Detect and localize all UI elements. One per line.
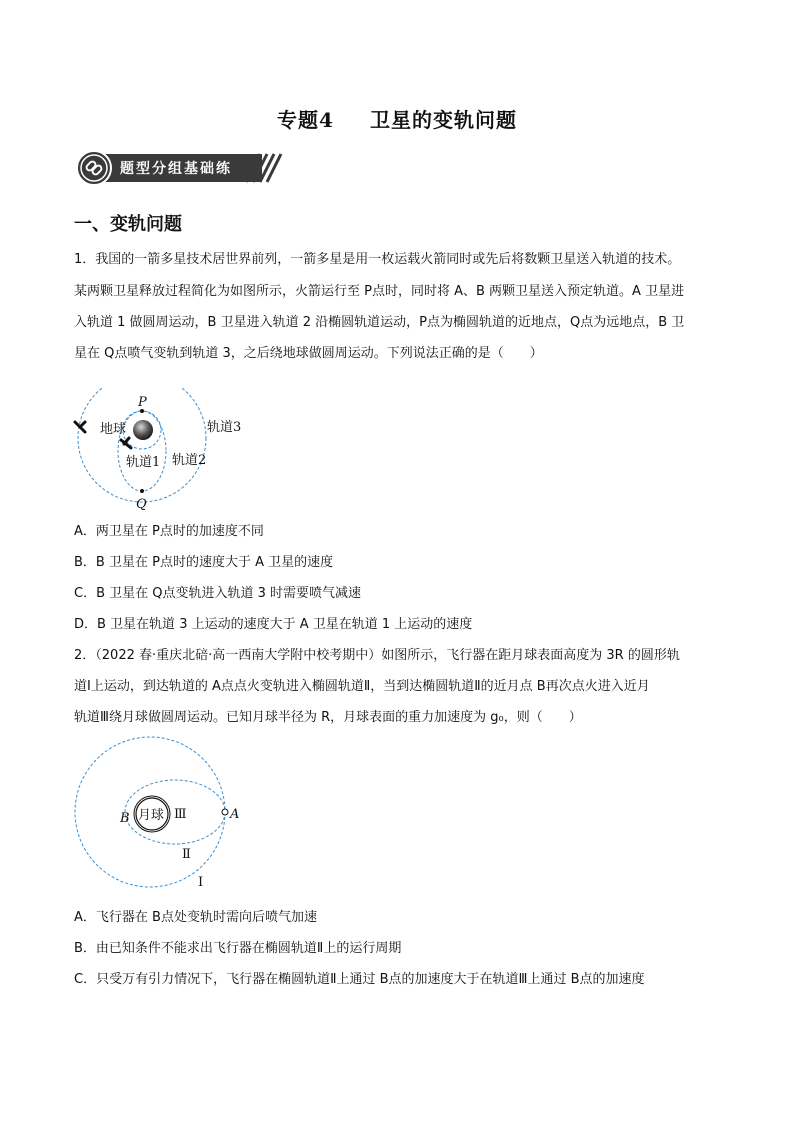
earth-globe (133, 420, 153, 440)
label-q: Q (136, 497, 147, 512)
q1-option-d: D．B 卫星在轨道 3 上运动的速度大于 A 卫星在轨道 1 上运动的速度 (74, 617, 473, 632)
q1-option-a: A．两卫星在 P点时的加速度不同 (74, 524, 264, 539)
banner-label: 题型分组基础练 (120, 161, 232, 177)
label-i: Ⅰ (198, 875, 204, 890)
q2-stem-line-3: 轨道Ⅲ绕月球做圆周运动。已知月球半径为 R，月球表面的重力加速度为 g₀，则（ ） (74, 710, 582, 725)
q2-option-b: B．由已知条件不能求出飞行器在椭圆轨道Ⅱ上的运行周期 (74, 941, 402, 956)
point-a (222, 809, 228, 815)
label-iii: Ⅲ (174, 807, 187, 822)
label-orbit-3: 轨道3 (207, 420, 242, 435)
q2-stem-line-1: 2．（2022 春·重庆北碚·高一西南大学附中校考期中）如图所示，飞行器在距月球表面高度为 3R 的圆形轨 (74, 648, 680, 663)
label-p: P (138, 395, 147, 410)
label-a: A (230, 807, 240, 822)
q1-option-c: C．B 卫星在 Q点变轨进入轨道 3 时需要喷气减速 (74, 586, 362, 601)
title-topic-number: 专题4 (277, 108, 334, 132)
satellite-icon (121, 438, 131, 448)
label-b: B (120, 811, 130, 826)
label-earth: 地球 (100, 422, 127, 437)
section-banner (74, 150, 284, 186)
label-orbit-1: 轨道1 (126, 455, 161, 470)
q1-stem-line-1: 1．我国的一箭多星技术居世界前列，一箭多星是用一枚运载火箭同时或先后将数颗卫星送入轨道的技术。 (74, 252, 681, 267)
section-heading: 一、变轨问题 (74, 214, 182, 235)
q2-option-c: C．只受万有引力情况下，飞行器在椭圆轨道Ⅱ上通过 B点的加速度大于在轨道Ⅲ上通过 B点的加速度 (74, 972, 645, 987)
title-topic-name: 卫星的变轨问题 (369, 108, 517, 132)
q1-orbit-figure (66, 388, 266, 518)
q2-orbit-figure (70, 734, 260, 894)
q1-stem-line-2: 某两颗卫星释放过程简化为如图所示，火箭运行至 P点时，同时将 A、B 两颗卫星送入预定轨道。A 卫星进 (74, 284, 685, 299)
label-ii: Ⅱ (182, 847, 191, 862)
q1-stem-line-4: 星在 Q点喷气变轨到轨道 3，之后绕地球做圆周运动。下列说法正确的是（ ） (74, 346, 543, 361)
q1-option-b: B．B 卫星在 P点时的速度大于 A 卫星的速度 (74, 555, 334, 570)
label-orbit-2: 轨道2 (172, 453, 207, 468)
page-title (0, 104, 794, 133)
q2-stem-line-2: 道Ⅰ上运动，到达轨道的 A点点火变轨进入椭圆轨道Ⅱ，当到达椭圆轨道Ⅱ的近月点 B再次点火进入近月 (74, 679, 650, 694)
label-moon: 月球 (138, 808, 165, 823)
q2-option-a: A．飞行器在 B点处变轨时需向后喷气加速 (74, 910, 317, 925)
q1-stem-line-3: 入轨道 1 做圆周运动，B 卫星进入轨道 2 沿椭圆轨道运动，P点为椭圆轨道的近地点，Q点为远地点，B 卫 (74, 315, 685, 330)
point-q (140, 489, 144, 493)
